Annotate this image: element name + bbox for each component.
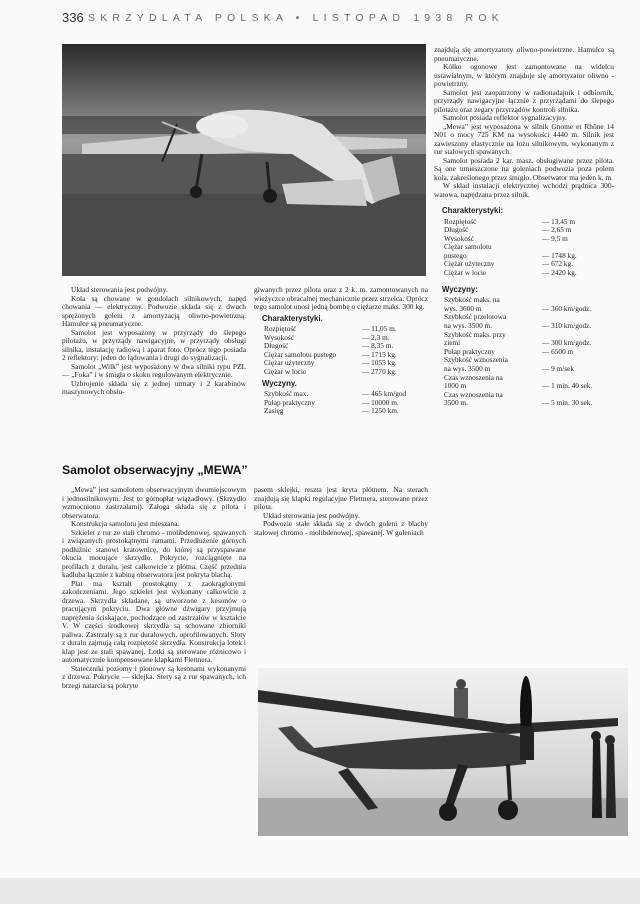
- performance-table: [434, 296, 614, 408]
- paragraph: Uzbrojenie składa się z jednej urmaty i 2 karabinów maszynowych obsłu-: [62, 378, 246, 396]
- column-1-top: [62, 286, 246, 397]
- spec-value: — 2420 kg.: [542, 268, 577, 278]
- spec-label: Szybkość przelotowa: [444, 312, 507, 322]
- spec-label: ziemi: [444, 338, 461, 348]
- performance-heading: Wyczyny.: [262, 378, 297, 388]
- photo-mewa-aircraft: [258, 668, 628, 836]
- spec-row: [434, 269, 614, 278]
- paragraph: Samolot posiada reflektor sygnalizacyjny.: [443, 113, 567, 122]
- characteristics-heading: Charakterystyki.: [262, 313, 323, 323]
- column-1-bottom: [62, 486, 246, 690]
- spec-label: Ciężar użyteczny: [264, 358, 315, 368]
- paragraph: Samolot jest wyposażony w przyrządy do ślepego pilotażu, w przyrządy nawigacyjne, w przyrządy obsługi silnika, instalację radiową i aparat foto. Oprócz tego posiada 2 reflektory: jeden do lądowania i drugi do sygnalizacji.: [62, 327, 246, 362]
- section-title: Samolot obserwacyjny „MEWA”: [62, 463, 248, 477]
- spec-label: Rozpiętość: [264, 324, 297, 333]
- performance-heading: Wyczyny:: [442, 284, 478, 294]
- spec-value: — 465 km/god: [362, 389, 407, 399]
- paragraph: „Mewa” jest samolotem obserwacyjnym dwumiejscowym i jednosilnikowym. Jest to górnopłat wiązadłowy. (Skrzydło wzmocniono zastrzałami). Załoga składa się z pilota i obserwatora.: [62, 485, 246, 520]
- spec-value: — 300 km/godz.: [542, 338, 592, 348]
- spec-value: — 672 kg.: [542, 259, 574, 269]
- paragraph: Układ sterowania jest podwójny.: [263, 510, 360, 520]
- paragraph: Szkielet z rur ze stali chromo - molibdenowej, spawanych i związanych prostokątnymi ramami. Przedłużenie górnych podłużnic stanowi kratownicę, do której są przyspawane okucia mocujące skrzydło. Pokrycie, rozciągnięte na profilach z duralu, jest całkowicie z płótna. Część przednia kadłuba łącznie z kabiną obserwatora jest pokryta blachą.: [62, 527, 246, 579]
- spec-label: Ciężar w locie: [444, 268, 487, 278]
- paragraph: Konstrukcja samolotu jest mieszana.: [71, 519, 180, 528]
- paragraph: pasem sklejki, reszta jest kryta płótnem. Na sterach znajdują się klapki regulacyjne Flettnera, sterowane przez pilota.: [254, 485, 428, 511]
- spec-label: Szybkość wznoszenia: [444, 355, 508, 365]
- spec-label: Czas wznoszenia na: [444, 372, 503, 382]
- page-header: [0, 8, 640, 30]
- spec-label: 3500 m.: [444, 398, 468, 408]
- spec-label: Pułap praktyczny: [264, 397, 315, 407]
- spec-value: — 13,45 m: [542, 216, 576, 226]
- spec-label: Długość: [264, 341, 289, 351]
- spec-label: Czas wznoszenia na: [444, 389, 503, 399]
- spec-label: na wys. 3500 m: [444, 363, 491, 373]
- column-2-top: [254, 286, 428, 416]
- scan-margin: [0, 878, 640, 904]
- characteristics-table: [254, 325, 428, 377]
- spec-value: — 8,35 m.: [362, 341, 394, 351]
- spec-value: — 2,65 m: [542, 225, 572, 235]
- spec-label: Szybkość max.: [264, 389, 309, 399]
- paragraph: Podwozie stałe składa się z dwóch goleni z blachy stalowej chromo - molibdenowej, spawanej. W goleniach: [254, 519, 428, 537]
- spec-label: Wysokość: [444, 233, 474, 243]
- spec-label: Ciężar samolotu pustego: [264, 349, 337, 359]
- paragraph: „Mewa” jest wyposażona w silnik Gnome et Rhône 14 N01 o mocy 725 KM na wysokości 4440 m. Silnik jest zawieszony elastycznie na łożu silnikowym, wykonanym z rur stalowych spawanych.: [434, 121, 614, 156]
- spec-label: Zasięg: [264, 406, 284, 416]
- paragraph: Płat ma kształt prostokątny z zaokrąglonymi zakończeniami. Jego szkielet jest wykonany całkowicie z drzewa. Skrzydła składane, są utworzone z kesonów o pracującym pokryciu. Dwa główne dźwigary przyjmują naprężenia ściskające, pochodzące od zastrzałów w kształcie V. W części środkowej skrzydła są schowane zbiorniki paliwa. Zastrzały są z rur duralowych, oprofilowanych. Sloty z duralu zajmują całą rozpiętość skrzydła. Konstrukcja lotek i klap jest ze stali spawanej. Lotki są sterowane różnicowo i automatycznie kompensowane klapkami Flettnera.: [62, 578, 246, 664]
- spec-row: [254, 368, 428, 377]
- paragraph: giwanych przez pilota oraz z 2 k. m. zamontowanych na wieżyczce obracalnej mechanicznie przez strzelca. Oprócz tego samolot unosi jedną bombę o ciężarze maks. 300 kg.: [254, 285, 428, 311]
- spec-value: — 1715 kg.: [362, 349, 397, 359]
- spec-label: Rozpiętość: [444, 216, 477, 226]
- spec-value: — 1 min. 40 sek.: [542, 381, 593, 391]
- characteristics-heading: Charakterystyki:: [442, 206, 504, 215]
- spec-value: — 5 min. 30 sek.: [542, 398, 593, 408]
- spec-label: 1000 m: [444, 381, 467, 391]
- spec-value: — 1250 km.: [362, 406, 399, 416]
- paragraph: Stateczniki poziomy i pionowy są kesonami wykonanymi z drzewa. Pokrycie — sklejka. Stery są z rur spawanych, ich brzegi natarcia są pokryte: [62, 663, 246, 690]
- spec-label: Długość: [444, 225, 469, 235]
- spec-label: wys. 3600 m: [444, 303, 482, 313]
- photo-wilk-aircraft: [62, 44, 426, 276]
- paragraph: Układ sterowania jest podwójny.: [71, 285, 168, 294]
- spec-label: Ciężar samolotu: [444, 242, 492, 252]
- paragraph: Samolot jest zaopatrzony w radionadajnik i odbiornik, przyrządy nawigacyjne łącznie z przyrządami do ślepego pilotażu oraz zegary przyrządów kontroli silnika.: [434, 87, 614, 114]
- spec-value: — 2,3 m.: [362, 332, 390, 342]
- spec-value: — 10000 m.: [362, 397, 399, 407]
- spec-value: — 1055 kg.: [362, 358, 397, 368]
- spec-row: [434, 399, 614, 408]
- paragraph: Kółko ogonowe jest zamontowane na widelcu ustawialnym, w którym znajduje się amortyzator oliwno - powietrzny.: [434, 62, 614, 88]
- paragraph: znajdują się amortyzatory oliwno-powietrzne. Hamulce są pneumatyczne.: [434, 45, 614, 63]
- spec-value: — 310 km/godz.: [542, 320, 592, 330]
- running-title: SKRZYDLATA POLSKA • LISTOPAD 1938 ROK: [88, 12, 504, 24]
- column-2-bottom: [254, 486, 428, 537]
- spec-value: — 360 km/godz.: [542, 303, 592, 313]
- spec-label: pustego: [444, 250, 467, 260]
- spec-label: Ciężar użyteczny: [444, 259, 495, 269]
- characteristics-table: [434, 218, 614, 278]
- column-3: [434, 46, 614, 408]
- spec-value: — 6500 m: [542, 346, 574, 356]
- page-number: 336: [62, 10, 84, 25]
- spec-label: Pułap praktyczny: [444, 346, 495, 356]
- paragraph: W skład instalacji elektrycznej wchodzi prądnica 300-watowa, napędzana przez silnik.: [434, 181, 614, 199]
- spec-value: — 1748 kg.: [542, 250, 577, 260]
- spec-label: na wys. 3500 m.: [444, 320, 493, 330]
- paragraph: Samolot „Wilk” jest wyposażony w dwa silniki typu PZL — „Foka” i w śmigła o skoku regulowanym elektrycznie.: [62, 361, 246, 379]
- spec-value: — 2770 kg.: [362, 366, 397, 376]
- spec-label: Ciężar w locie: [264, 366, 307, 376]
- spec-label: Wysokość: [264, 332, 294, 342]
- spec-value: — 11,05 m.: [362, 324, 397, 333]
- paragraph: Samolot posiada 2 kar. masz. obsługiwane przez pilota. Są one umieszczone na goleniach podwozia poza polem koła, zakreślonego przez śmigło. Obserwator ma jeden k. m.: [434, 155, 614, 182]
- paragraph: Koła są chowane w gondolach silnikowych, napęd chowania — elektryczny. Podwozie składa się z dwuch sprężonych goleni z amortyzacją oliwno-powietrzną. Hamulce są pneumatyczne.: [62, 293, 246, 328]
- spec-label: Szybkość maks. przy: [444, 329, 506, 339]
- spec-value: — 9 m/sek: [542, 363, 575, 373]
- spec-row: [254, 407, 428, 416]
- performance-table: [254, 390, 428, 416]
- spec-value: — 9,5 m: [542, 233, 568, 243]
- spec-label: Szybkość maks. na: [444, 295, 500, 305]
